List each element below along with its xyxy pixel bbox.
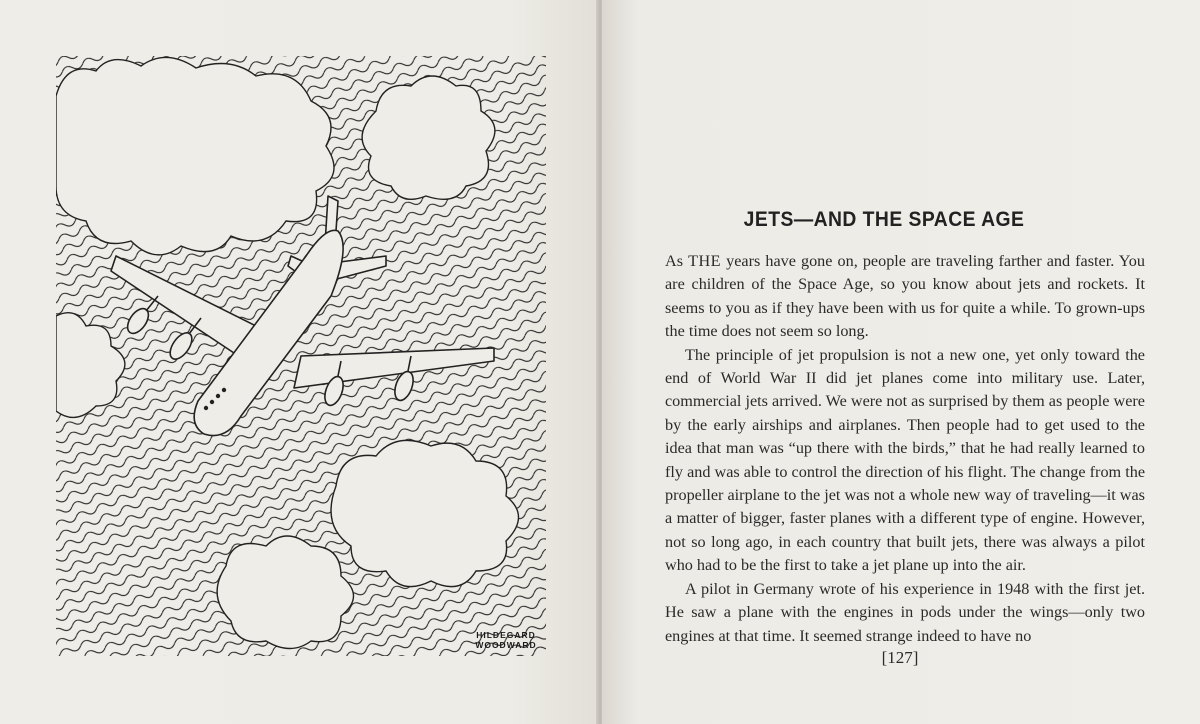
illustrator-signature — [470, 630, 542, 650]
paragraph-1-lead: As — [665, 252, 689, 270]
paragraph-3: A pilot in Germany wrote of his experience in 1948 with the first jet. He saw a plane with the engines in pods under the wings—only two engines at that time. It seemed strange indeed to have no — [665, 579, 1145, 645]
page-number: [127] — [881, 648, 919, 667]
signature-first-name: HILDEGARD — [476, 630, 536, 640]
chapter-body — [665, 250, 1145, 648]
paragraph-1-rest: years have gone on, people are traveling farther and faster. You are children of the Space Age, so you know about jets and rockets. It seems to you as if they have been with us for quite a while. To grown-ups the time does not seem so long. — [665, 252, 1145, 341]
signature-last-name: WOODWARD — [475, 640, 537, 650]
chapter-title: JETS—AND THE SPACE AGE — [743, 208, 1025, 231]
paragraph-2: The principle of jet propulsion is not a new one, yet only toward the end of World War II did jet planes come into military use. Later, commercial jets arrived. We were not as surprised by them as people were by the early airships and airplanes. Then people had to get used to the idea that man was “up there with the birds,” that he had really learned to fly and was able to control the direction of his flight. The change from the propeller airplane to the jet was not a whole new way of traveling—it was a matter of bigger, faster planes with a different type of engine. However, not so long ago, in each country that built jets, there was always a pilot who had to be the first to take a jet plane up into the air. — [665, 345, 1145, 575]
paragraph-1 — [665, 250, 1145, 344]
jet-over-clouds-illustration — [56, 56, 546, 656]
paragraph-1-small-caps: THE — [688, 252, 722, 270]
left-page — [0, 0, 598, 724]
